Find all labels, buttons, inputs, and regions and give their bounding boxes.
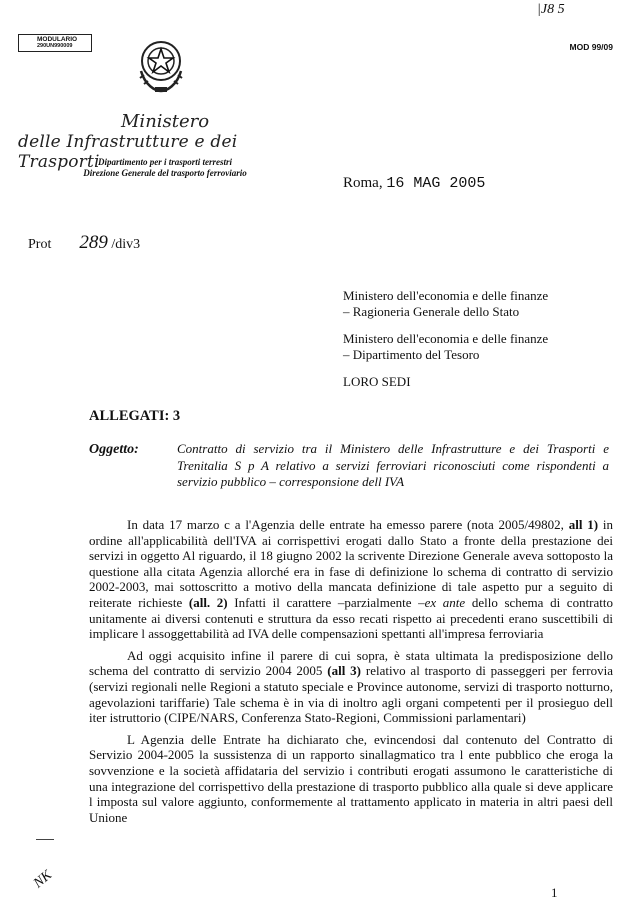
subject-text: Contratto di servizio tra il Ministero delle Infrastrutture e dei Trasporti e Trenitalia S p A relativo a servizi ferroviari riconosciuti come rispondenti a servizio pubblico – corresponsione dell IVA — [177, 441, 609, 489]
handwritten-initials: NK — [31, 867, 56, 892]
protocol-suffix: /div3 — [111, 237, 141, 252]
text-run: in ordine all'applicabilità dell'IVA ai corrispettivi erogati dallo Stato a fronte della prestazione dei servizi in oggetto Al riguardo, il 18 giugno 2002 la scrivente Direzione Generale aveva sottoposto la questione alla citata Agenzia allorché era in fase di definizione lo schema di contratto di servizio 2002-2003, mai sottoscritto a motivo della mancata definizione di tale aspetto pur a seguito di reiterate richieste — [89, 517, 613, 610]
margin-dash — [36, 839, 54, 840]
paragraph-1 — [89, 517, 613, 642]
protocol-number: 289 — [79, 232, 108, 253]
attachments-count: ALLEGATI: 3 — [89, 408, 181, 424]
letter-body — [89, 517, 613, 831]
recipient-office: – Ragioneria Generale dello Stato — [343, 304, 520, 319]
paragraph-2 — [89, 648, 613, 726]
page-number: 1 — [551, 885, 558, 900]
text-run: dello schema di contratto unitamente ai diversi contenuti e struttura da esso recati rispetto ai precedenti erano suscettibili di implicare l assoggettabilità ad IVA delle compensazioni spettanti all'impresa ferroviaria — [89, 594, 614, 642]
italian-republic-emblem-icon — [135, 35, 187, 95]
form-code: MOD 99/09 — [569, 42, 613, 52]
subject-label: Oggetto: — [89, 442, 139, 457]
department-name: Dipartimento per i trasporti terrestri — [97, 157, 232, 167]
recipients-block — [343, 288, 623, 401]
date-line — [343, 175, 485, 192]
department-header — [55, 157, 275, 179]
modulario-code: 290UN990009 — [37, 43, 73, 49]
ministry-name-line2: delle Infrastrutture e dei Trasporti — [18, 132, 238, 172]
text-run: relativo al trasporto di passeggeri per ferrovia (servizi regionali nelle Regioni a statuto speciale e Province autonome, servizi di trasporto notturno, agevolazioni tariffarie) Tale schema è in via di inoltro agli organi competenti per il prosieguo dell iter istruttorio (CIPE/NARS, Conferenza Stato-Regioni, Commissioni parlamentari) — [89, 663, 613, 726]
recipient-name: LORO SEDI — [343, 374, 411, 389]
protocol-line — [28, 232, 140, 254]
directorate-name: Direzione Generale del trasporto ferroviario — [83, 168, 247, 178]
recipient-3 — [343, 374, 623, 390]
recipient-office: – Dipartimento del Tesoro — [343, 347, 480, 362]
protocol-label: Prot — [28, 237, 52, 252]
date-stamp: 16 MAG 2005 — [386, 175, 486, 192]
text-run: In data 17 marzo c a l'Agenzia delle entrate ha emesso parere (nota 2005/49802, — [127, 517, 569, 532]
attachment-ref: (all. 2) — [188, 594, 228, 610]
modulario-stamp — [18, 34, 92, 52]
recipient-name: Ministero dell'economia e delle finanze — [343, 331, 549, 346]
recipient-1 — [343, 288, 623, 320]
modulario-label: MODULARIO — [37, 36, 78, 43]
date-place: Roma, — [343, 175, 383, 191]
handwritten-corner-note: |J8 5 — [537, 2, 565, 17]
paragraph-3: L Agenzia delle Entrate ha dichiarato che, evincendosi dal contenuto del Contratto di Servizio 2004-2005 la sussistenza di un rapporto sinallagmatico tra l ente pubblico che eroga la sovvenzione e la società affidataria del servizio i contributi erogati assumono le caratteristiche di una integrazione del corrispettivo della prestazione di trasporto pubblico alla quale si deve applicare l imposta sul valore aggiunto, conformemente al trattamento applicato in materia in altri paesi dell Unione — [89, 731, 613, 825]
attachment-ref: all 1) — [568, 517, 599, 532]
latin-term: ex ante — [424, 594, 466, 610]
attachment-ref: (all 3) — [327, 663, 362, 679]
ministry-name-line1: Ministero — [121, 111, 210, 132]
text-run: Ad oggi acquisito infine il parere di cui sopra, è stata ultimata la predisposizione dello schema del contratto di servizio 2004 2005 — [89, 647, 613, 679]
text-run: Infatti il carattere –parzialmente – — [227, 594, 425, 610]
recipient-name: Ministero dell'economia e delle finanze — [343, 288, 549, 303]
recipient-2 — [343, 331, 623, 363]
